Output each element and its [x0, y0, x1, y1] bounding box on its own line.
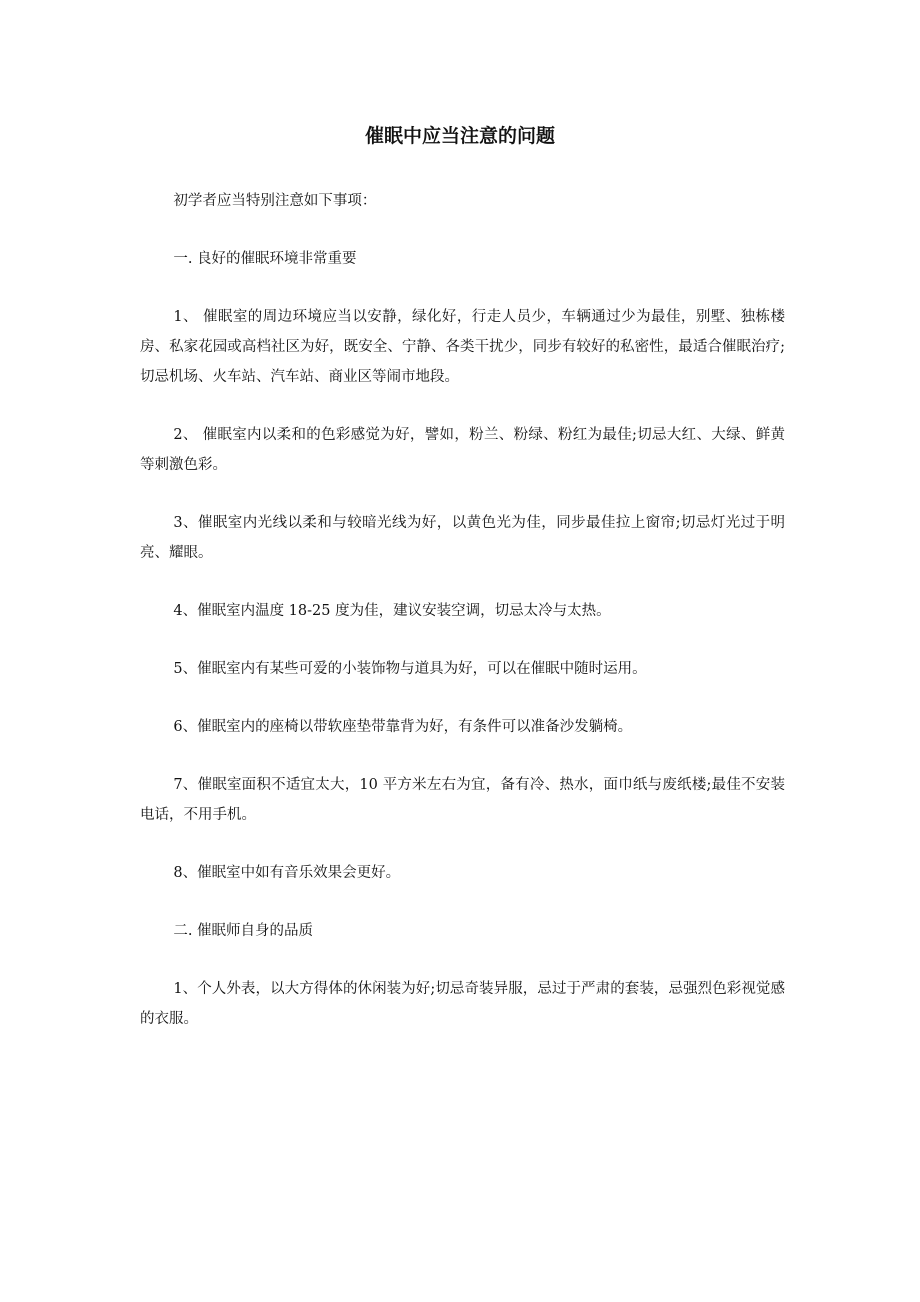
list-item: 7、催眠室面积不适宜太大，10 平方米左右为宜，备有冷、热水，面巾纸与废纸楼;最佳不安装电话，不用手机。: [140, 777, 785, 823]
list-item: 4、催眠室内温度 18-25 度为佳，建议安装空调，切忌太冷与太热。: [173, 603, 611, 619]
list-item: 1、个人外表，以大方得体的休闲装为好;切忌奇装异服，忌过于严肃的套装，忌强烈色彩视觉感的衣服。: [140, 981, 785, 1027]
list-item: 5、催眠室内有某些可爱的小装饰物与道具为好，可以在催眠中随时运用。: [173, 661, 647, 677]
list-item: 3、催眠室内光线以柔和与较暗光线为好，以黄色光为佳，同步最佳拉上窗帘;切忌灯光过于明亮、耀眼。: [140, 515, 785, 561]
document-title: 催眠中应当注意的问题: [364, 125, 555, 147]
document-body: [140, 186, 785, 1062]
section-heading-qualities: 二. 催眠师自身的品质: [173, 923, 314, 939]
intro-paragraph: 初学者应当特别注意如下事项：: [173, 193, 377, 209]
list-item: 6、催眠室内的座椅以带软座垫带靠背为好，有条件可以准备沙发躺椅。: [173, 719, 633, 735]
list-item: 1、 催眠室的周边环境应当以安静，绿化好，行走人员少，车辆通过少为最佳，别墅、独栋楼房、私家花园或高档社区为好，既安全、宁静、各类干扰少，同步有较好的私密性，最适合催眠治疗;切忌机场、火车站、汽车站、商业区等闹市地段。: [140, 309, 785, 385]
list-item: 2、 催眠室内以柔和的色彩感觉为好，譬如，粉兰、粉绿、粉红为最佳;切忌大红、大绿、鲜黄等刺激色彩。: [140, 427, 785, 473]
section-heading-environment: 一. 良好的催眠环境非常重要: [173, 251, 357, 267]
list-item: 8、催眠室中如有音乐效果会更好。: [173, 865, 401, 881]
